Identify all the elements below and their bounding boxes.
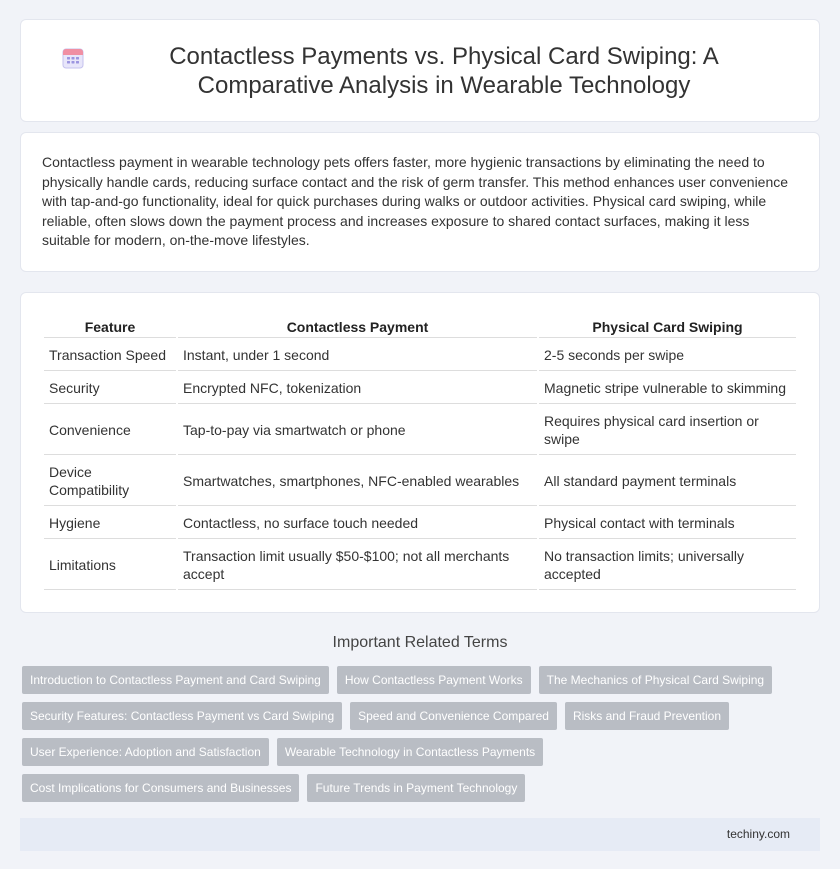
related-terms-tags [0, 666, 840, 810]
related-term-tag[interactable]: User Experience: Adoption and Satisfaction [22, 738, 269, 766]
related-term-tag[interactable]: Wearable Technology in Contactless Payments [277, 738, 543, 766]
table-cell: Device Compatibility [44, 457, 176, 506]
column-header-card-swiping: Physical Card Swiping [539, 315, 796, 338]
table-header-row [44, 315, 796, 338]
table-cell: Tap-to-pay via smartwatch or phone [178, 406, 537, 455]
table-row [44, 406, 796, 455]
related-term-tag[interactable]: Cost Implications for Consumers and Businesses [22, 774, 299, 802]
comparison-table [42, 313, 798, 592]
table-cell: Security [44, 373, 176, 404]
related-term-tag[interactable]: Security Features: Contactless Payment vs Card Swiping [22, 702, 342, 730]
calendar-icon [61, 46, 85, 70]
page-title: Contactless Payments vs. Physical Card Swiping: A Comparative Analysis in Wearable Technology [169, 42, 719, 99]
table-cell: Contactless, no surface touch needed [178, 508, 537, 539]
table-row [44, 457, 796, 506]
table-cell: Convenience [44, 406, 176, 455]
intro-text: Contactless payment in wearable technology pets offers faster, more hygienic transactions by eliminating the need to physically handle cards, reducing surface contact and the risk of germ transfer. This method enhances user convenience with tap-and-go functionality, ideal for quick purchases during walks or outdoor activities. Physical card swiping, while reliable, often slows down the payment process and increases exposure to shared contact surfaces, making it less suitable for modern, on-the-move lifestyles. [42, 154, 789, 249]
table-cell: Encrypted NFC, tokenization [178, 373, 537, 404]
related-term-tag[interactable]: How Contactless Payment Works [337, 666, 531, 694]
related-term-tag[interactable]: Speed and Convenience Compared [350, 702, 557, 730]
related-term-tag[interactable]: The Mechanics of Physical Card Swiping [539, 666, 772, 694]
column-header-feature: Feature [44, 315, 176, 338]
table-cell: Requires physical card insertion or swipe [539, 406, 796, 455]
footer-site-link[interactable]: techiny.com [726, 827, 790, 842]
table-cell: Hygiene [44, 508, 176, 539]
header-card [20, 19, 820, 122]
table-row [44, 373, 796, 404]
table-cell: Transaction limit usually $50-$100; not all merchants accept [178, 541, 537, 590]
related-term-tag[interactable]: Future Trends in Payment Technology [307, 774, 525, 802]
table-cell: No transaction limits; universally accepted [539, 541, 796, 590]
table-cell: Instant, under 1 second [178, 340, 537, 371]
footer [20, 818, 820, 851]
table-cell: 2-5 seconds per swipe [539, 340, 796, 371]
related-term-tag[interactable]: Introduction to Contactless Payment and Card Swiping [22, 666, 329, 694]
comparison-table-card [20, 292, 820, 613]
related-terms-title: Important Related Terms [332, 633, 508, 651]
table-cell: Smartwatches, smartphones, NFC-enabled wearables [178, 457, 537, 506]
table-cell: Transaction Speed [44, 340, 176, 371]
table-cell: Magnetic stripe vulnerable to skimming [539, 373, 796, 404]
column-header-contactless: Contactless Payment [178, 315, 537, 338]
related-term-tag[interactable]: Risks and Fraud Prevention [565, 702, 729, 730]
intro-card [20, 132, 820, 272]
table-cell: Physical contact with terminals [539, 508, 796, 539]
table-cell: Limitations [44, 541, 176, 590]
table-row [44, 340, 796, 371]
related-terms-section [0, 634, 840, 810]
table-cell: All standard payment terminals [539, 457, 796, 506]
table-row [44, 541, 796, 590]
table-row [44, 508, 796, 539]
